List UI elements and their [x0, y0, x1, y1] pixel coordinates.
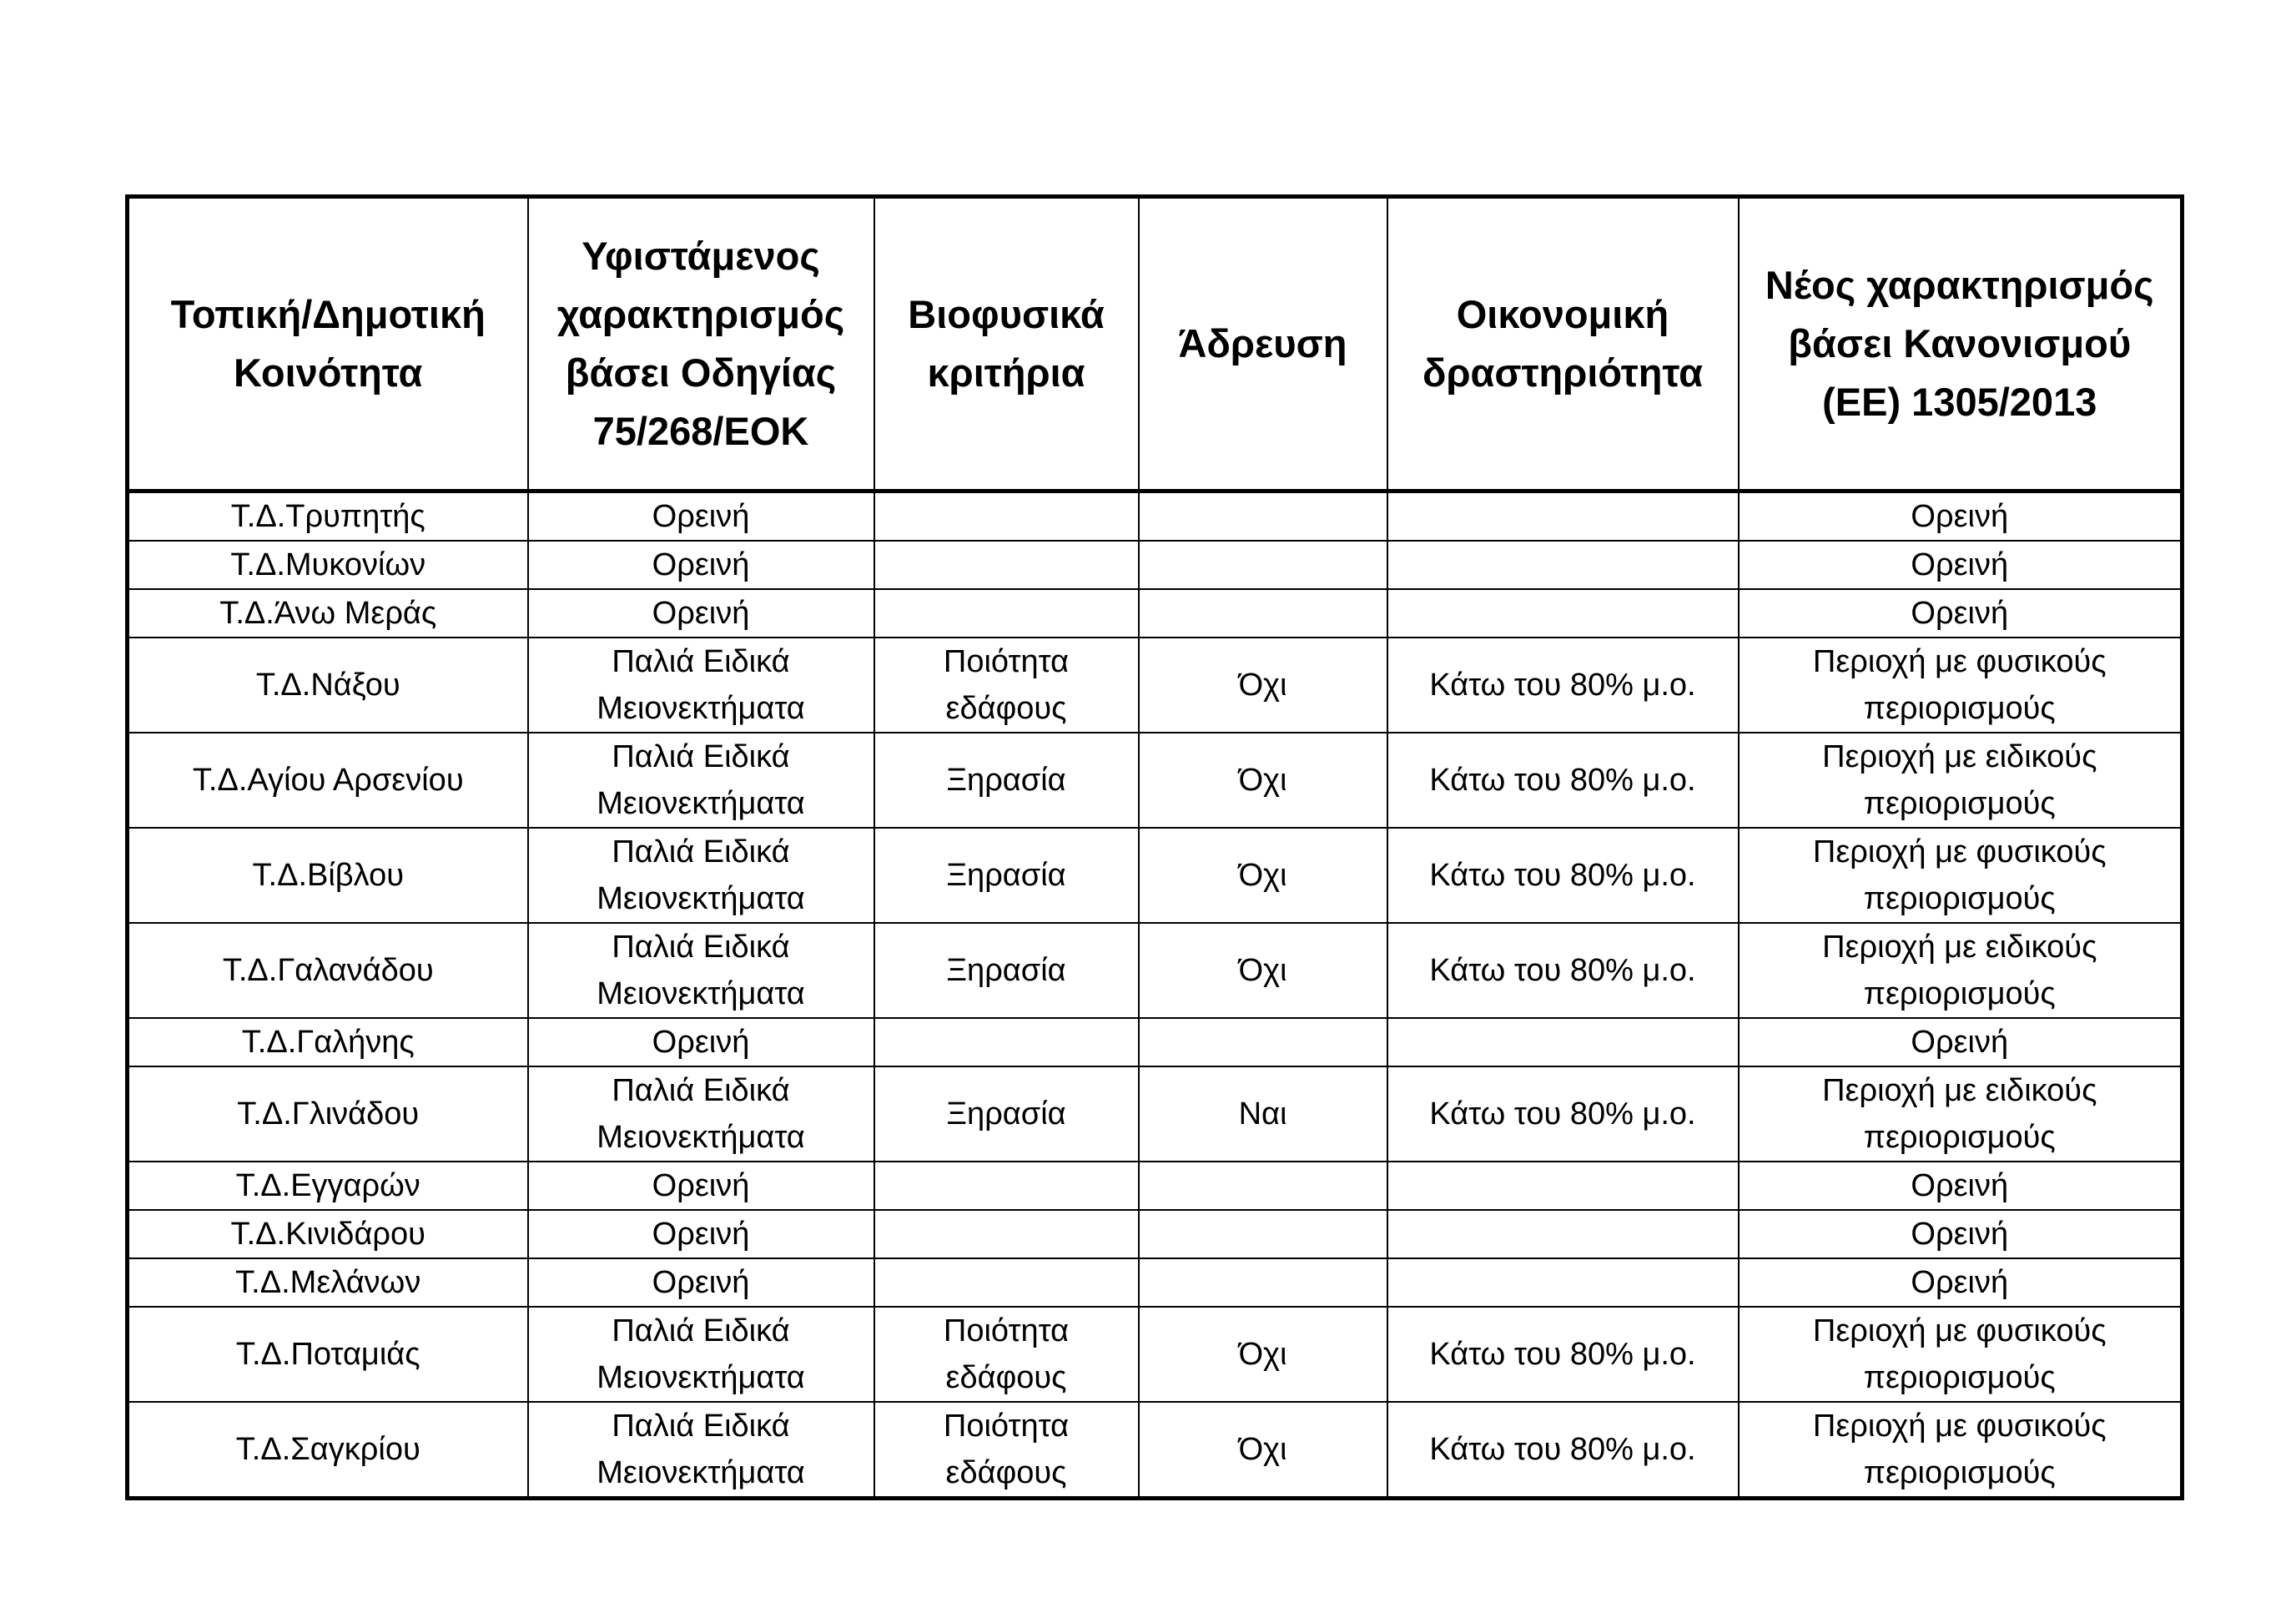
cell-biophysical-criteria: Ποιότητα εδάφους	[874, 1402, 1139, 1499]
cell-irrigation: Όχι	[1139, 1402, 1387, 1499]
cell-biophysical-criteria	[874, 1162, 1139, 1210]
table-row	[128, 638, 2183, 733]
cell-irrigation	[1139, 491, 1387, 542]
cell-local-community: Τ.Δ.Μελάνων	[128, 1258, 528, 1307]
cell-existing-classification: Παλιά Ειδικά Μειονεκτήματα	[528, 828, 874, 923]
table-row	[128, 1210, 2183, 1258]
cell-economic-activity: Κάτω του 80% μ.ο.	[1387, 638, 1739, 733]
cell-existing-classification: Ορεινή	[528, 1210, 874, 1258]
header-biophysical-criteria: Βιοφυσικά κριτήρια	[874, 197, 1139, 491]
cell-irrigation: Όχι	[1139, 1307, 1387, 1402]
area-classification-table	[125, 194, 2184, 1500]
cell-local-community: Τ.Δ.Γαλήνης	[128, 1018, 528, 1066]
table-row	[128, 1162, 2183, 1210]
cell-economic-activity: Κάτω του 80% μ.ο.	[1387, 1307, 1739, 1402]
cell-new-classification: Ορεινή	[1739, 1162, 2183, 1210]
table-row	[128, 1258, 2183, 1307]
cell-irrigation	[1139, 589, 1387, 638]
cell-local-community: Τ.Δ.Γλινάδου	[128, 1066, 528, 1162]
cell-local-community: Τ.Δ.Νάξου	[128, 638, 528, 733]
cell-local-community: Τ.Δ.Μυκονίων	[128, 541, 528, 589]
cell-biophysical-criteria	[874, 1258, 1139, 1307]
cell-biophysical-criteria: Ποιότητα εδάφους	[874, 1307, 1139, 1402]
cell-irrigation: Όχι	[1139, 923, 1387, 1018]
cell-existing-classification: Παλιά Ειδικά Μειονεκτήματα	[528, 1066, 874, 1162]
cell-economic-activity	[1387, 541, 1739, 589]
table-body	[128, 491, 2183, 1499]
cell-existing-classification: Ορεινή	[528, 1162, 874, 1210]
cell-local-community: Τ.Δ.Γαλανάδου	[128, 923, 528, 1018]
cell-existing-classification: Παλιά Ειδικά Μειονεκτήματα	[528, 733, 874, 828]
cell-economic-activity: Κάτω του 80% μ.ο.	[1387, 923, 1739, 1018]
cell-economic-activity	[1387, 1162, 1739, 1210]
table-row	[128, 589, 2183, 638]
cell-irrigation	[1139, 1162, 1387, 1210]
cell-new-classification: Ορεινή	[1739, 541, 2183, 589]
table-row	[128, 1402, 2183, 1499]
cell-local-community: Τ.Δ.Εγγαρών	[128, 1162, 528, 1210]
cell-biophysical-criteria	[874, 541, 1139, 589]
table-row	[128, 923, 2183, 1018]
cell-economic-activity	[1387, 589, 1739, 638]
cell-biophysical-criteria	[874, 491, 1139, 542]
cell-new-classification: Ορεινή	[1739, 589, 2183, 638]
header-new-classification: Νέος χαρακτηρισμός βάσει Κανονισμού (ΕΕ) 1305/2013	[1739, 197, 2183, 491]
header-irrigation: Άδρευση	[1139, 197, 1387, 491]
table-row	[128, 733, 2183, 828]
cell-new-classification: Ορεινή	[1739, 1210, 2183, 1258]
cell-economic-activity: Κάτω του 80% μ.ο.	[1387, 733, 1739, 828]
cell-irrigation: Όχι	[1139, 638, 1387, 733]
cell-economic-activity: Κάτω του 80% μ.ο.	[1387, 828, 1739, 923]
cell-new-classification: Ορεινή	[1739, 491, 2183, 542]
header-economic-activity: Οικονομική δραστηριότητα	[1387, 197, 1739, 491]
cell-new-classification: Περιοχή με φυσικούς περιορισμούς	[1739, 638, 2183, 733]
cell-new-classification: Ορεινή	[1739, 1258, 2183, 1307]
table-row	[128, 491, 2183, 542]
cell-new-classification: Περιοχή με φυσικούς περιορισμούς	[1739, 828, 2183, 923]
cell-biophysical-criteria	[874, 1210, 1139, 1258]
table-row	[128, 1018, 2183, 1066]
cell-existing-classification: Ορεινή	[528, 1258, 874, 1307]
cell-biophysical-criteria	[874, 1018, 1139, 1066]
cell-economic-activity: Κάτω του 80% μ.ο.	[1387, 1066, 1739, 1162]
cell-irrigation	[1139, 1258, 1387, 1307]
cell-irrigation	[1139, 541, 1387, 589]
cell-biophysical-criteria	[874, 589, 1139, 638]
cell-biophysical-criteria: Ξηρασία	[874, 828, 1139, 923]
cell-irrigation: Ναι	[1139, 1066, 1387, 1162]
cell-irrigation: Όχι	[1139, 733, 1387, 828]
cell-biophysical-criteria: Ξηρασία	[874, 923, 1139, 1018]
header-local-community: Τοπική/Δημοτική Κοινότητα	[128, 197, 528, 491]
cell-biophysical-criteria: Ποιότητα εδάφους	[874, 638, 1139, 733]
cell-local-community: Τ.Δ.Σαγκρίου	[128, 1402, 528, 1499]
cell-new-classification: Περιοχή με ειδικούς περιορισμούς	[1739, 1066, 2183, 1162]
cell-existing-classification: Παλιά Ειδικά Μειονεκτήματα	[528, 1402, 874, 1499]
cell-economic-activity	[1387, 1018, 1739, 1066]
cell-existing-classification: Ορεινή	[528, 541, 874, 589]
cell-economic-activity: Κάτω του 80% μ.ο.	[1387, 1402, 1739, 1499]
cell-local-community: Τ.Δ.Κινιδάρου	[128, 1210, 528, 1258]
cell-new-classification: Περιοχή με ειδικούς περιορισμούς	[1739, 923, 2183, 1018]
cell-irrigation	[1139, 1018, 1387, 1066]
cell-local-community: Τ.Δ.Τρυπητής	[128, 491, 528, 542]
cell-local-community: Τ.Δ.Αγίου Αρσενίου	[128, 733, 528, 828]
table-header-row	[128, 197, 2183, 491]
table-row	[128, 828, 2183, 923]
cell-local-community: Τ.Δ.Άνω Μεράς	[128, 589, 528, 638]
header-existing-classification: Υφιστάμενος χαρακτηρισμός βάσει Οδηγίας 75/268/ΕΟΚ	[528, 197, 874, 491]
cell-economic-activity	[1387, 491, 1739, 542]
cell-local-community: Τ.Δ.Ποταμιάς	[128, 1307, 528, 1402]
cell-irrigation	[1139, 1210, 1387, 1258]
cell-existing-classification: Ορεινή	[528, 491, 874, 542]
cell-existing-classification: Ορεινή	[528, 1018, 874, 1066]
cell-existing-classification: Παλιά Ειδικά Μειονεκτήματα	[528, 1307, 874, 1402]
cell-existing-classification: Παλιά Ειδικά Μειονεκτήματα	[528, 923, 874, 1018]
table-row	[128, 1066, 2183, 1162]
cell-existing-classification: Ορεινή	[528, 589, 874, 638]
cell-new-classification: Ορεινή	[1739, 1018, 2183, 1066]
cell-new-classification: Περιοχή με ειδικούς περιορισμούς	[1739, 733, 2183, 828]
cell-new-classification: Περιοχή με φυσικούς περιορισμούς	[1739, 1402, 2183, 1499]
cell-irrigation: Όχι	[1139, 828, 1387, 923]
cell-local-community: Τ.Δ.Βίβλου	[128, 828, 528, 923]
cell-economic-activity	[1387, 1258, 1739, 1307]
cell-new-classification: Περιοχή με φυσικούς περιορισμούς	[1739, 1307, 2183, 1402]
cell-existing-classification: Παλιά Ειδικά Μειονεκτήματα	[528, 638, 874, 733]
cell-economic-activity	[1387, 1210, 1739, 1258]
table-row	[128, 541, 2183, 589]
cell-biophysical-criteria: Ξηρασία	[874, 733, 1139, 828]
table-row	[128, 1307, 2183, 1402]
cell-biophysical-criteria: Ξηρασία	[874, 1066, 1139, 1162]
